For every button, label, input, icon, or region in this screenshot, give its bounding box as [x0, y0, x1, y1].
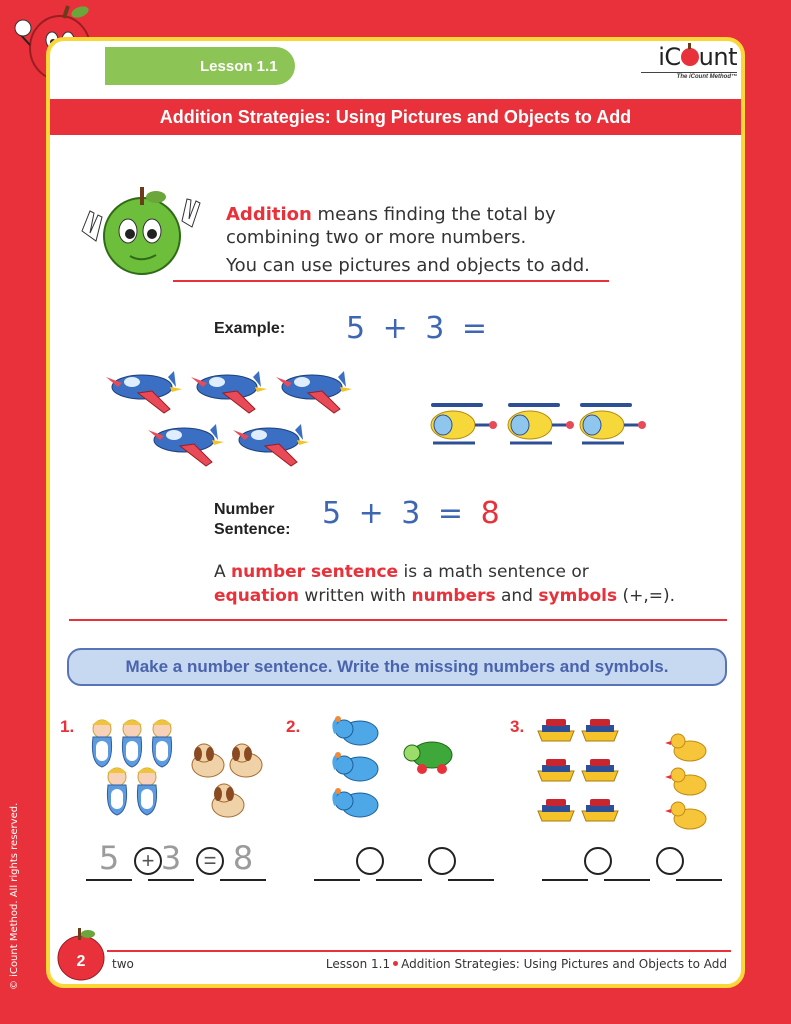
- symbol-circle[interactable]: [428, 847, 456, 875]
- footer-divider: [107, 950, 731, 952]
- problem-1: [60, 709, 280, 899]
- problem-number: 3.: [510, 717, 525, 736]
- answer-row: 5 + 3 = 8: [86, 841, 286, 885]
- problem-2: [286, 709, 506, 899]
- footer-lesson-title: Lesson 1.1 Addition Strategies: Using Pictures and Objects to Add: [325, 957, 727, 971]
- instruction-box: Make a number sentence. Write the missing numbers and symbols.: [67, 648, 727, 686]
- elephants-and-turtle-icon: [286, 709, 506, 839]
- green-apple-mascot-icon: [72, 181, 212, 281]
- svg-text:2: 2: [76, 953, 86, 970]
- dolls-and-puppies-icon: [60, 709, 280, 839]
- problem-number: 2.: [286, 717, 301, 736]
- logo-tagline: The iCount Method™: [676, 74, 737, 80]
- number-sentence-definition: A number sentence is a math sentence or equation written with numbers and symbols (+,=).: [214, 562, 676, 606]
- keyword-addition: Addition: [226, 204, 312, 225]
- symbol-circle[interactable]: =: [196, 847, 224, 875]
- answer-row: [314, 841, 514, 885]
- bullet-icon: [393, 961, 398, 966]
- number-sentence-label: Number Sentence:: [214, 501, 291, 538]
- copyright-notice: © iCount Method. All rights reserved.: [9, 802, 20, 990]
- icount-logo: iC unt The iCount Method™: [627, 43, 737, 80]
- problem-3: [510, 709, 740, 899]
- page-number-apple-icon: [56, 926, 106, 982]
- answer-blank[interactable]: [148, 879, 194, 881]
- boats-and-ducks-icon: [510, 709, 740, 839]
- airplanes-group-icon: [104, 363, 364, 473]
- example-equation: 5 + 3 =: [346, 311, 488, 346]
- answer-blank[interactable]: [542, 879, 588, 881]
- answer-blank[interactable]: [604, 879, 650, 881]
- answer-blank[interactable]: [376, 879, 422, 881]
- answer-blank[interactable]: [220, 879, 266, 881]
- symbol-circle[interactable]: [584, 847, 612, 875]
- page-title: Addition Strategies: Using Pictures and Objects to Add: [50, 99, 741, 135]
- worksheet-page: [46, 37, 745, 988]
- helicopters-group-icon: [420, 399, 650, 449]
- number-sentence-answer: 8: [480, 496, 500, 531]
- answer-blank[interactable]: [86, 879, 132, 881]
- apple-o-icon: [681, 48, 699, 66]
- divider: [173, 280, 609, 282]
- symbol-circle[interactable]: [656, 847, 684, 875]
- example-label: Example:: [214, 320, 286, 337]
- lesson-badge: Lesson 1.1: [105, 47, 295, 85]
- page-number-word: two: [112, 957, 134, 971]
- answer-blank[interactable]: [448, 879, 494, 881]
- symbol-circle[interactable]: [356, 847, 384, 875]
- number-sentence-equation: 5 + 3 = 8: [322, 496, 500, 531]
- answer-row: [542, 841, 742, 885]
- symbol-circle[interactable]: +: [134, 847, 162, 875]
- answer-blank[interactable]: [676, 879, 722, 881]
- answer-blank[interactable]: [314, 879, 360, 881]
- divider: [69, 619, 727, 621]
- addition-definition: Addition means finding the total by combining two or more numbers. You can use pictures and objects to add.: [226, 204, 590, 276]
- problem-number: 1.: [60, 717, 75, 736]
